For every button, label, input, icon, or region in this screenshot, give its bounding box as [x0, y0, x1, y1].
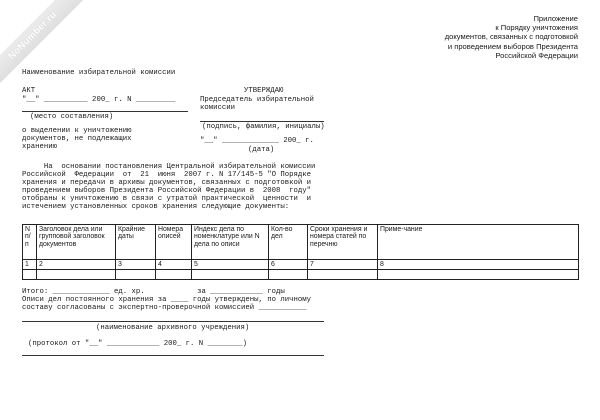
archive-label: (наименование архивного учреждения) — [96, 324, 250, 332]
body-line: На основании постановления Центральной избирательной комиссии — [22, 163, 316, 171]
watermark-ribbon: NoNumber.ru — [0, 0, 93, 96]
column-header: Номера описей — [156, 225, 192, 260]
column-header: Сроки хранения и номера статей по перечню — [308, 225, 378, 260]
approval-date-line: "__" _____________ 200_ г. — [200, 137, 314, 145]
act-date-line: "__" __________ 200_ г. N _________ — [22, 96, 176, 104]
column-number: 7 — [308, 260, 378, 270]
body-line: истечением установленных сроков хранения следующие документы: — [22, 203, 290, 211]
column-number: 8 — [378, 260, 579, 270]
column-header: Заголовок дела или групповой заголовок документов — [37, 225, 116, 260]
body-line: проведением выборов Президента Российской Федерации в 2008 году" — [22, 187, 312, 195]
table-row — [23, 270, 579, 280]
table-cell — [37, 270, 116, 280]
column-header: Крайние даты — [116, 225, 156, 260]
footer-line: Описи дел постоянного хранения за ____ годы утверждены, по личному — [22, 296, 312, 304]
documents-table — [22, 224, 579, 280]
place-label: (место составления) — [30, 113, 114, 121]
body-line: отобраны к уничтожению в связи с утратой практической ценности и — [22, 195, 312, 203]
approval-position: комиссии — [200, 104, 236, 112]
appendix-note — [445, 14, 578, 60]
approval-position: Председатель избирательной — [200, 96, 314, 104]
column-header: Приме-чание — [378, 225, 579, 260]
column-number: 4 — [156, 260, 192, 270]
act-subject-line: хранению — [22, 143, 58, 151]
table-cell — [192, 270, 269, 280]
appendix-line: к Порядку уничтожения — [495, 23, 578, 33]
approval-date-label: (дата) — [248, 146, 275, 154]
place-rule — [22, 111, 188, 112]
appendix-line: Приложение — [533, 14, 578, 23]
table-cell — [156, 270, 192, 280]
column-number: 5 — [192, 260, 269, 270]
column-number: 2 — [37, 260, 116, 270]
approval-title: УТВЕРЖДАЮ — [244, 87, 284, 95]
table-cell — [116, 270, 156, 280]
act-subject-line: документов, не подлежащих — [22, 135, 132, 143]
table-cell — [23, 270, 37, 280]
column-header: N п/п — [23, 225, 37, 260]
act-title: АКТ — [22, 87, 36, 95]
appendix-line: и проведением выборов Президента — [447, 41, 578, 51]
footer-line: составу согласованы с экспертно-проверочной комиссией ___________ — [22, 304, 307, 312]
appendix-line: Российской Федерации — [495, 50, 578, 60]
appendix-line: документов, связанных с подготовкой — [444, 32, 578, 42]
table-cell — [378, 270, 579, 280]
archive-rule — [22, 321, 324, 322]
act-subject-line: о выделении к уничтожению — [22, 127, 132, 135]
protocol-line: (протокол от "__" ____________ 200_ г. N ________) — [28, 340, 247, 348]
body-line: Российской Федерации от 21 июня 2007 г. N 17/145-5 "О Порядке — [22, 171, 312, 179]
table-header-row — [23, 225, 579, 260]
protocol-rule — [22, 355, 324, 356]
body-line: хранения и передачи в архивы документов, связанных с подготовкой и — [22, 179, 312, 187]
column-header: Кол-во дел — [269, 225, 308, 260]
signature-rule — [200, 121, 324, 122]
table-number-row — [23, 260, 579, 270]
column-number: 3 — [116, 260, 156, 270]
commission-label: Наименование избирательной комиссии — [22, 69, 176, 77]
column-number: 1 — [23, 260, 37, 270]
total-line: Итого: _____________ ед. хр. за ____________ годы — [22, 288, 285, 296]
signature-label: (подпись, фамилия, инициалы) — [202, 123, 325, 131]
column-number: 6 — [269, 260, 308, 270]
table-cell — [308, 270, 378, 280]
table-cell — [269, 270, 308, 280]
column-header: Индекс дела по номенклатуре или N дела по описи — [192, 225, 269, 260]
